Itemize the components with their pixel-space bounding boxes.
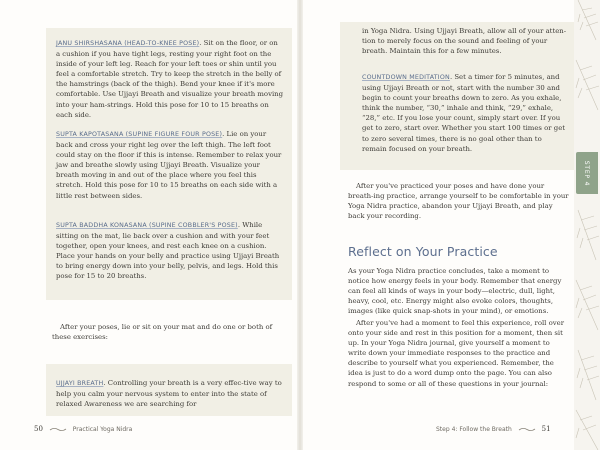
left-footer: [34, 425, 132, 433]
section-title: Reflect on Your Practice: [348, 244, 498, 259]
supta-kapotasana-heading: SUPTA KAPOTASANA (SUPINE FIGURE FOUR POSE): [56, 131, 223, 138]
ujjayi-continued-paragraph: in Yoga Nidra. Using Ujjayi Breath, allow all of your atten-tion to merely focus on the sound and feeling of your breath. Maintain this for a few minutes.: [362, 27, 567, 56]
tilde-ornament-icon: [49, 427, 67, 432]
step-tab-label: STEP 4: [583, 160, 591, 186]
countdown-text: . Set a timer for 5 minutes, and using Ujjayi Breath or not, start with the number 30 and begin to count your breaths down to zero. As you exhale, think the number, “30,” inhale and think, “29,” exhale, “28,” etc. If you lose your count, simply start over. If you get to zero, start over. Whether you start 100 times or get to zero several times, there is no goal other than to remain focused on your breath.: [362, 73, 566, 153]
step-4-tab: [576, 152, 598, 194]
countdown-heading: COUNTDOWN MEDITATION: [362, 74, 450, 81]
janu-shirshasana-paragraph: [56, 38, 284, 120]
ujjayi-heading: UJJAYI BREATH: [56, 380, 104, 387]
book-gutter: [297, 0, 303, 450]
countdown-paragraph: [362, 72, 568, 154]
supta-baddha-konasana-paragraph: [56, 220, 284, 282]
fern-decoration: [574, 0, 600, 450]
tilde-ornament-icon: [518, 427, 536, 432]
right-page-number: 51: [541, 425, 551, 433]
ujjayi-text: . Controlling your breath is a very effec-tive way to help you calm your nervous system to enter into the state of relaxed Awareness we are searching for: [56, 379, 282, 409]
left-page-number: 50: [34, 425, 43, 433]
ujjayi-paragraph: [56, 378, 284, 409]
after-practice-paragraph: After you've practiced your poses and have done your breath-ing practice, arrange yourself to be comfortable in your Yoga Nidra practice, abandon your Ujjayi Breath, and play back your recording.: [348, 182, 569, 221]
reflect-paragraph-1: As your Yoga Nidra practice concludes, take a moment to notice how energy feels in your body. Remember that energy can feel all kinds of ways in your body—electric, dull, light, heavy, cool, etc. Energy might also evoke colors, thoughts, images (like quick snap-shots in your mind), or emotions.: [348, 267, 562, 316]
supta-baddha-konasana-text: . While sitting on the mat, lie back over a cushion and with your feet together, open your knees, and rest each knee on a cushion. Place your hands on your belly and practice using Ujjayi Breath to bring energy down into your belly, pelvis, and legs. Hold this pose for 15 to 20 breaths.: [56, 221, 280, 281]
right-chapter-title: Step 4: Follow the Breath: [436, 426, 512, 433]
supta-kapotasana-paragraph: [56, 129, 284, 201]
janu-shirshasana-text: . Sit on the floor, or on a cushion if you have tight legs, resting your right foot on the inside of your left leg. Reach for your left toes or shin until you feel a comfortable stretch. Try to keep the stretch in the belly of the hamstrings (back of the thigh). Bend your knee if it's more comfortable. Use Ujjayi Breath and visualize your breath moving into your ham-strings. Hold this pose for 10 to 15 breaths on each side.: [56, 39, 284, 119]
supta-baddha-konasana-heading: SUPTA BADDHA KONASANA (SUPINE COBBLER'S POSE): [56, 222, 238, 229]
fern-leaves-icon: [574, 0, 600, 450]
left-book-title: Practical Yoga Nidra: [72, 426, 133, 433]
reflect-paragraph-2: After you've had a moment to feel this experience, roll over onto your side and rest in this position for a moment, then sit up. In your Yoga Nidra journal, give yourself a moment to write down your immediate responses to the practice and describe to yourself what you experienced. Remember, the idea is just to do a word dump onto the page. You can also respond to some or all of these questions in your journal:: [348, 319, 564, 388]
janu-shirshasana-heading: JANU SHIRSHASANA (HEAD-TO-KNEE POSE): [56, 40, 200, 47]
after-poses-paragraph: After your poses, lie or sit on your mat and do one or both of these exercises:: [52, 323, 273, 342]
right-footer: [436, 425, 551, 433]
supta-kapotasana-text: . Lie on your back and cross your right leg over the left thigh. The left foot could stay on the floor if this is intense. Remember to relax your jaw and breathe slowly using Ujjayi Breath. Visualize your breath moving in and out of the place where you feel this stretch. Hold this pose for 10 to 15 breaths on each side with a little rest between sides.: [56, 130, 282, 200]
